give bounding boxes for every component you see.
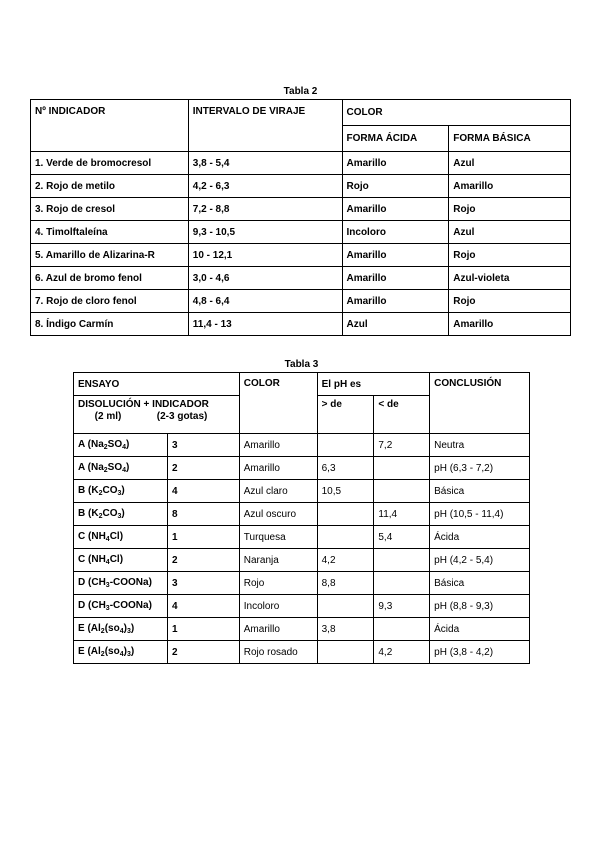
ph-menor-cell: 9,3	[374, 595, 430, 618]
forma-basica-cell: Rojo	[449, 198, 571, 221]
ensayo-compound: $(CH_3-COONa)$	[88, 577, 152, 589]
table-row	[31, 244, 571, 267]
ensayo-letter: D	[78, 577, 86, 588]
table-row	[31, 221, 571, 244]
indicador-num-cell: 1	[167, 526, 239, 549]
conclusion-cell: Ácida	[430, 526, 530, 549]
conclusion-cell: Básica	[430, 480, 530, 503]
table-row	[31, 267, 571, 290]
color-cell: Rojo rosado	[239, 641, 317, 664]
header-intervalo: INTERVALO DE VIRAJE	[188, 100, 342, 152]
ensayo-letter: A	[78, 462, 85, 473]
ph-mayor-cell: 10,5	[317, 480, 374, 503]
conclusion-cell: pH (8,8 - 9,3)	[430, 595, 530, 618]
ensayo-cell	[74, 480, 168, 503]
color-cell: Turquesa	[239, 526, 317, 549]
ensayo-letter: B	[78, 508, 86, 519]
table-row	[31, 175, 571, 198]
disolucion-gotas: (2-3 gotas)	[156, 411, 208, 422]
forma-basica-cell: Azul	[449, 221, 571, 244]
ensayo-compound: $(Na_2SO_4)$	[87, 462, 130, 474]
indicador-cell: 4. Timolftaleína	[31, 221, 189, 244]
ensayo-cell	[74, 595, 168, 618]
header-color: COLOR	[342, 100, 571, 126]
header-indicador: Nº INDICADOR	[31, 100, 189, 152]
forma-acida-cell: Rojo	[342, 175, 449, 198]
ensayo-compound: $(K_2CO_3)$	[88, 485, 125, 497]
ph-mayor-cell: 6,3	[317, 457, 374, 480]
color-cell: Amarillo	[239, 457, 317, 480]
table-row	[31, 313, 571, 336]
ensayo-cell	[74, 434, 168, 457]
header-forma-basica: FORMA BÁSICA	[449, 126, 571, 152]
disolucion-ml: (2 ml)	[94, 411, 122, 422]
forma-basica-cell: Rojo	[449, 290, 571, 313]
indicador-num-cell: 4	[167, 595, 239, 618]
indicador-cell: 6. Azul de bromo fenol	[31, 267, 189, 290]
ph-mayor-cell	[317, 526, 374, 549]
ensayo-cell	[74, 641, 168, 664]
tabla3-caption: Tabla 3	[284, 359, 319, 370]
conclusion-cell: pH (10,5 - 11,4)	[430, 503, 530, 526]
conclusion-cell: Ácida	[430, 618, 530, 641]
table-row	[74, 503, 530, 526]
intervalo-cell: 9,3 - 10,5	[188, 221, 342, 244]
table-row	[74, 526, 530, 549]
header-mayor: > de	[317, 396, 374, 434]
forma-acida-cell: Amarillo	[342, 290, 449, 313]
ph-menor-cell	[374, 572, 430, 595]
ph-mayor-cell: 8,8	[317, 572, 374, 595]
ph-menor-cell: 7,2	[374, 434, 430, 457]
ensayo-letter: D	[78, 600, 86, 611]
indicador-cell: 3. Rojo de cresol	[31, 198, 189, 221]
ensayo-compound: $(Na_2SO_4)$	[87, 439, 130, 451]
indicador-num-cell: 2	[167, 549, 239, 572]
table-row	[74, 618, 530, 641]
ensayo-letter: B	[78, 485, 86, 496]
ensayo-cell	[74, 526, 168, 549]
indicador-num-cell: 1	[167, 618, 239, 641]
intervalo-cell: 3,0 - 4,6	[188, 267, 342, 290]
table-row	[74, 480, 530, 503]
color-cell: Amarillo	[239, 618, 317, 641]
indicador-num-cell: 2	[167, 457, 239, 480]
tabla2-table	[30, 99, 571, 336]
conclusion-cell: pH (6,3 - 7,2)	[430, 457, 530, 480]
ensayo-cell	[74, 572, 168, 595]
disolucion-line2	[78, 411, 235, 423]
indicador-num-cell: 2	[167, 641, 239, 664]
color-cell: Azul oscuro	[239, 503, 317, 526]
ensayo-compound: $(NH_4Cl)$	[88, 531, 124, 543]
forma-basica-cell: Azul	[449, 152, 571, 175]
header-disolucion	[74, 396, 240, 434]
ensayo-cell	[74, 549, 168, 572]
ph-menor-cell	[374, 457, 430, 480]
indicador-cell: 1. Verde de bromocresol	[31, 152, 189, 175]
intervalo-cell: 10 - 12,1	[188, 244, 342, 267]
ensayo-cell	[74, 503, 168, 526]
ensayo-compound: $(CH_3-COONa)$	[88, 600, 152, 612]
header-color-t3: COLOR	[239, 373, 317, 434]
indicador-cell: 8. Índigo Carmín	[31, 313, 189, 336]
table-row	[74, 457, 530, 480]
header-conclusion: CONCLUSIÓN	[430, 373, 530, 434]
ensayo-cell	[74, 457, 168, 480]
disolucion-line1: DISOLUCIÓN + INDICADOR	[78, 399, 209, 410]
ensayo-cell	[74, 618, 168, 641]
indicador-num-cell: 8	[167, 503, 239, 526]
header-ensayo: ENSAYO	[74, 373, 240, 396]
ensayo-letter: E	[78, 646, 85, 657]
header-ph: El pH es	[317, 373, 430, 396]
ensayo-compound: $(NH_4Cl)$	[88, 554, 124, 566]
table-row	[31, 290, 571, 313]
indicador-num-cell: 3	[167, 572, 239, 595]
indicador-num-cell: 4	[167, 480, 239, 503]
color-cell: Azul claro	[239, 480, 317, 503]
ph-mayor-cell	[317, 641, 374, 664]
conclusion-cell: pH (4,2 - 5,4)	[430, 549, 530, 572]
tabla3-table	[73, 372, 530, 664]
forma-acida-cell: Incoloro	[342, 221, 449, 244]
forma-basica-cell: Amarillo	[449, 313, 571, 336]
color-cell: Naranja	[239, 549, 317, 572]
conclusion-cell: Básica	[430, 572, 530, 595]
ensayo-letter: C	[78, 531, 86, 542]
intervalo-cell: 7,2 - 8,8	[188, 198, 342, 221]
color-cell: Amarillo	[239, 434, 317, 457]
ph-menor-cell: 4,2	[374, 641, 430, 664]
conclusion-cell: pH (3,8 - 4,2)	[430, 641, 530, 664]
ph-menor-cell	[374, 618, 430, 641]
ph-menor-cell	[374, 549, 430, 572]
ph-mayor-cell	[317, 503, 374, 526]
intervalo-cell: 4,2 - 6,3	[188, 175, 342, 198]
header-menor: < de	[374, 396, 430, 434]
forma-acida-cell: Amarillo	[342, 244, 449, 267]
ph-menor-cell: 5,4	[374, 526, 430, 549]
conclusion-cell: Neutra	[430, 434, 530, 457]
indicador-cell: 5. Amarillo de Alizarina-R	[31, 244, 189, 267]
forma-basica-cell: Rojo	[449, 244, 571, 267]
indicador-cell: 2. Rojo de metilo	[31, 175, 189, 198]
indicador-num-cell: 3	[167, 434, 239, 457]
forma-acida-cell: Amarillo	[342, 198, 449, 221]
table-row	[74, 641, 530, 664]
table-row	[74, 595, 530, 618]
tabla2-caption: Tabla 2	[283, 86, 318, 97]
color-cell: Incoloro	[239, 595, 317, 618]
ensayo-letter: A	[78, 439, 85, 450]
table-row	[31, 198, 571, 221]
intervalo-cell: 4,8 - 6,4	[188, 290, 342, 313]
ensayo-letter: C	[78, 554, 86, 565]
color-cell: Rojo	[239, 572, 317, 595]
forma-basica-cell: Azul-violeta	[449, 267, 571, 290]
ph-mayor-cell	[317, 595, 374, 618]
ensayo-compound: $(Al_2(so_4)_3)$	[87, 623, 135, 635]
ph-mayor-cell: 3,8	[317, 618, 374, 641]
ensayo-compound: $(Al_2(so_4)_3)$	[87, 646, 135, 658]
header-forma-acida: FORMA ÁCIDA	[342, 126, 449, 152]
ph-mayor-cell: 4,2	[317, 549, 374, 572]
table-row	[74, 572, 530, 595]
forma-acida-cell: Azul	[342, 313, 449, 336]
ph-mayor-cell	[317, 434, 374, 457]
table-row	[31, 152, 571, 175]
forma-acida-cell: Amarillo	[342, 152, 449, 175]
table-row	[74, 549, 530, 572]
intervalo-cell: 3,8 - 5,4	[188, 152, 342, 175]
ensayo-compound: $(K_2CO_3)$	[88, 508, 125, 520]
ensayo-letter: E	[78, 623, 85, 634]
table-row	[74, 434, 530, 457]
ph-menor-cell	[374, 480, 430, 503]
forma-acida-cell: Amarillo	[342, 267, 449, 290]
indicador-cell: 7. Rojo de cloro fenol	[31, 290, 189, 313]
forma-basica-cell: Amarillo	[449, 175, 571, 198]
ph-menor-cell: 11,4	[374, 503, 430, 526]
intervalo-cell: 11,4 - 13	[188, 313, 342, 336]
